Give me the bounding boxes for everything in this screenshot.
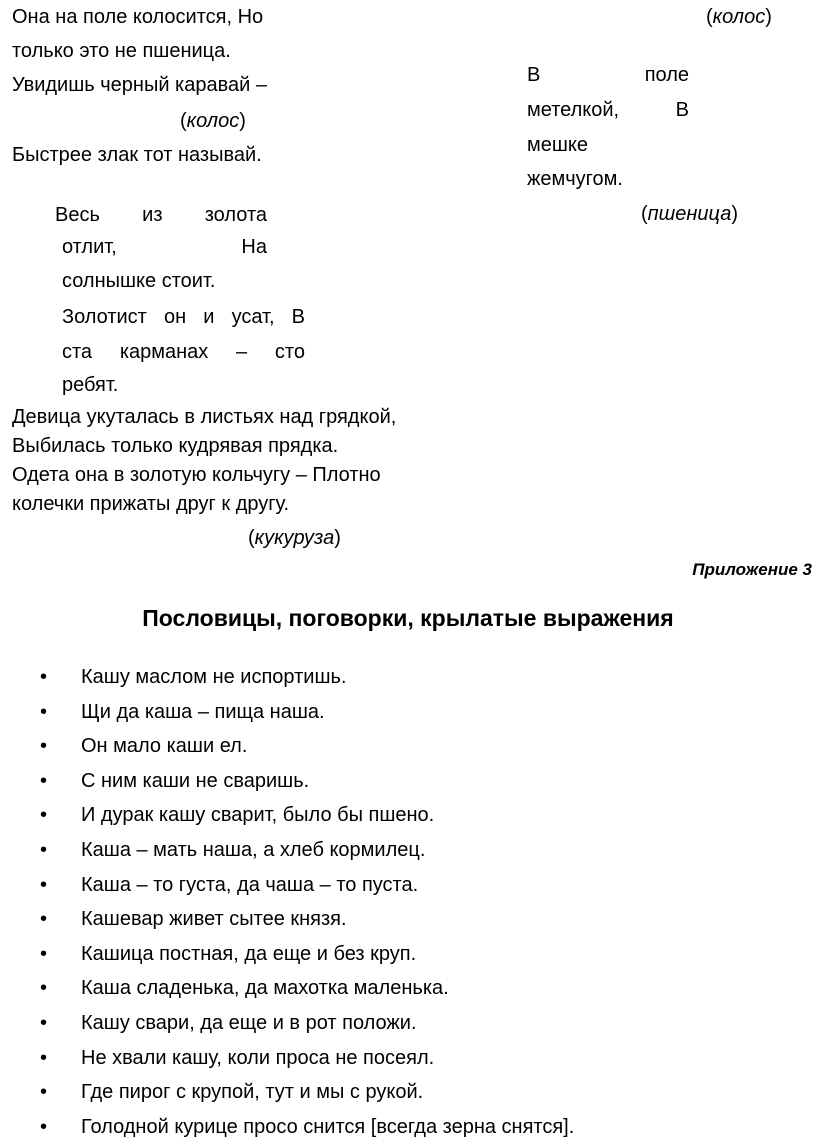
riddle4-answer: (кукуруза) <box>248 527 341 549</box>
bullet-icon: • <box>40 804 48 827</box>
bullet-icon: • <box>40 666 48 688</box>
riddle2-word: поле <box>644 64 689 86</box>
riddle2-answer: (пшеница) <box>641 203 738 225</box>
bullet-icon: • <box>40 838 48 861</box>
riddle3-word: он <box>163 306 187 328</box>
bullet-icon: • <box>40 873 48 896</box>
proverb-text: И дурак кашу сварит, было бы пшено. <box>81 804 435 827</box>
riddle3-word: – <box>236 341 248 363</box>
riddle2-answer-word: пшеница <box>647 203 732 225</box>
riddle1-line-4: Быстрее злак тот называй. <box>12 144 262 166</box>
riddle3-word: усат, <box>231 306 275 328</box>
riddle3-word: и <box>203 306 215 328</box>
bullet-icon: • <box>40 942 48 965</box>
proverb-text: Он мало каши ел. <box>81 735 248 758</box>
proverb-text: Щи да каша – пища наша. <box>81 700 325 723</box>
riddle3-word: сто <box>274 341 305 363</box>
proverb-text: Где пирог с крупой, тут и мы с рукой. <box>81 1081 424 1104</box>
riddle3-line-2 <box>62 235 267 259</box>
proverb-text: Кашица постная, да еще и без круп. <box>81 942 417 965</box>
riddle3-word: Весь <box>55 204 100 226</box>
bullet-icon: • <box>40 1046 48 1069</box>
bullet-icon: • <box>40 908 48 931</box>
riddle3-word: из <box>142 204 163 226</box>
riddle2-word: метелкой, <box>527 99 620 121</box>
bullet-icon: • <box>40 700 48 723</box>
riddle1-answer-word: колос <box>186 110 240 132</box>
riddle2-answer-top: (колос) <box>706 6 772 28</box>
riddle3-line-3: солнышке стоит. <box>62 270 216 292</box>
riddle2-answer-top-word: колос <box>712 6 766 28</box>
riddle3-word: отлит, <box>62 236 117 258</box>
riddle4-line-1: Девица укуталась в листьях над грядкой, <box>12 406 397 428</box>
riddle2-line-4: жемчугом. <box>527 168 623 190</box>
riddle1-line-3: Увидишь черный каравай – <box>12 74 267 96</box>
proverb-text: Кашу маслом не испортишь. <box>81 666 347 688</box>
proverb-text: Кашу свари, да еще и в рот положи. <box>81 1011 417 1034</box>
riddle3-line-6: ребят. <box>62 374 119 396</box>
riddle3-word: ста <box>62 341 93 363</box>
riddle3-word: На <box>241 236 267 258</box>
riddle3-word: карманах <box>119 341 209 363</box>
riddle2-line-1 <box>527 63 689 87</box>
riddle3-word: В <box>291 306 305 328</box>
riddle4-line-2: Выбилась только кудрявая прядка. <box>12 435 339 457</box>
riddle1-answer: (колос) <box>180 110 246 132</box>
proverb-text: Не хвали кашу, коли проса не посеял. <box>81 1046 435 1069</box>
riddle3-word: золота <box>204 204 267 226</box>
riddle3-line-4 <box>62 305 305 329</box>
bullet-icon: • <box>40 1011 48 1034</box>
proverb-text: Каша – то густа, да чаша – то пуста. <box>81 873 419 896</box>
proverb-text: Каша сладенька, да махотка маленька. <box>81 977 449 1000</box>
bullet-icon: • <box>40 735 48 758</box>
riddle2-word: В <box>675 99 689 121</box>
riddle1-line-2: только это не пшеница. <box>12 40 231 62</box>
section-title: Пословицы, поговорки, крылатые выражения <box>142 605 674 631</box>
riddle2-word: В <box>527 64 541 86</box>
riddle2-line-2 <box>527 98 689 122</box>
riddle3-line-1 <box>55 203 267 227</box>
riddle3-line-5 <box>62 340 305 364</box>
proverb-text: С ним каши не сваришь. <box>81 769 310 792</box>
proverb-text: Каша – мать наша, а хлеб кормилец. <box>81 838 426 861</box>
bullet-icon: • <box>40 769 48 792</box>
riddle1-line-1: Она на поле колосится, Но <box>12 6 264 28</box>
riddle4-line-4: колечки прижаты друг к другу. <box>12 493 290 515</box>
riddle2-line-3: мешке <box>527 134 589 156</box>
appendix-label: Приложение 3 <box>692 560 812 579</box>
proverb-text: Голодной курице просо снится [всегда зерна снятся]. <box>81 1115 575 1138</box>
riddle3-word: Золотист <box>62 306 147 328</box>
bullet-icon: • <box>40 1115 48 1138</box>
riddle4-answer-word: кукуруза <box>254 527 335 549</box>
bullet-icon: • <box>40 977 48 1000</box>
riddle4-line-3: Одета она в золотую кольчугу – Плотно <box>12 464 381 486</box>
proverb-text: Кашевар живет сытее князя. <box>81 908 347 931</box>
bullet-icon: • <box>40 1081 48 1104</box>
